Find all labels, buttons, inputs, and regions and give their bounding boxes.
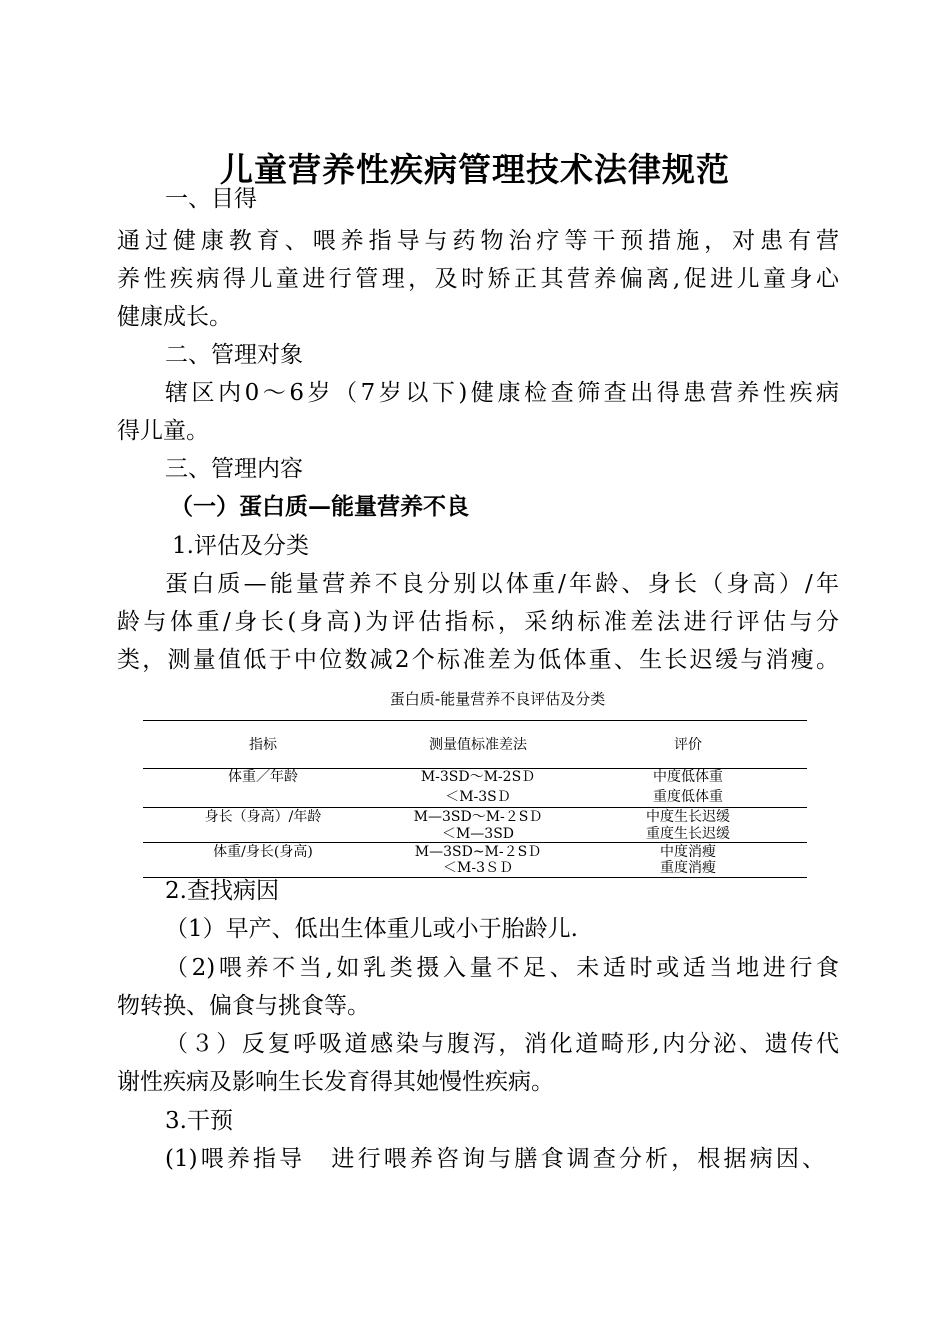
table-header: 评价 [674, 737, 702, 753]
paragraph-line: 龄与体重/身长(身高)为评估指标，采纳标准差法进行评估与分 [117, 609, 839, 635]
table-rule [143, 842, 807, 843]
table-cell-rating: 中度生长迟缓 [646, 809, 730, 825]
table-cell-value: ＜M-3SＤ [445, 789, 511, 805]
table-caption: 蛋白质-能量营养不良评估及分类 [389, 690, 606, 708]
paragraph-line: 类，测量值低于中位数减2个标准差为低体重、生长迟缓与消瘦。 [117, 647, 839, 673]
paragraph-line: （1）早产、低出生体重儿或小于胎龄儿. [165, 916, 578, 942]
document-title: 儿童营养性疾病管理技术法律规范 [220, 150, 730, 189]
table-cell-value: M-3SD～M-2SＤ [420, 769, 536, 785]
paragraph-line: 辖区内0～6岁（7岁以下)健康检查筛查出得患营养性疾病 [165, 380, 839, 406]
table-cell-rating: 重度消瘦 [660, 860, 716, 876]
paragraph-line: （３）反复呼吸道感染与腹泻，消化道畸形,内分泌、遗传代 [165, 1031, 839, 1057]
paragraph-line: 得儿童。 [117, 418, 209, 444]
paragraph-line: (1)喂养指导 进行喂养咨询与膳食调查分析，根据病因、 [165, 1146, 825, 1172]
paragraph-line: （2)喂养不当,如乳类摄入量不足、未适时或适当地进行食 [165, 955, 839, 981]
item-heading: 1.评估及分类 [172, 533, 309, 559]
table-header: 指标 [249, 737, 277, 753]
item-heading: 2.查找病因 [165, 878, 279, 904]
paragraph-line: 养性疾病得儿童进行管理，及时矫正其营养偏离,促进儿童身心 [117, 266, 839, 292]
table-cell-rating: 重度生长迟缓 [646, 826, 730, 842]
section-heading-purpose: 一、目得 [165, 186, 257, 212]
table-cell-rating: 重度低体重 [653, 789, 723, 805]
section-heading-target: 二、管理对象 [165, 342, 303, 368]
item-heading: 3.干预 [165, 1108, 233, 1134]
table-cell-value: ＜M-3ＳＤ [443, 860, 513, 876]
table-cell-value: ＜M—3SD [441, 826, 515, 842]
table-rule [143, 807, 807, 808]
table-cell-indicator: 体重/身长(身高) [213, 844, 313, 860]
table-header: 测量值标准差法 [429, 737, 527, 753]
table-cell-rating: 中度低体重 [653, 769, 723, 785]
section-heading-content: 三、管理内容 [165, 456, 303, 482]
paragraph-line: 物转换、偏食与挑食等。 [117, 993, 370, 1019]
paragraph-line: 通过健康教育、喂养指导与药物治疗等干预措施，对患有营 [117, 228, 839, 254]
paragraph-line: 蛋白质—能量营养不良分别以体重/年龄、身长（身高）/年 [165, 571, 839, 597]
table-cell-indicator: 身长（身高）/年龄 [204, 809, 322, 825]
table-cell-indicator: 体重／年龄 [228, 769, 298, 785]
assessment-table [143, 720, 807, 878]
paragraph-line: 健康成长。 [117, 304, 232, 330]
subsection-heading: （一）蛋白质—能量营养不良 [170, 493, 469, 520]
table-cell-value: M—3SD~M-２SＤ [414, 844, 542, 860]
table-cell-rating: 中度消瘦 [660, 844, 716, 860]
paragraph-line: 谢性疾病及影响生长发育得其她慢性疾病。 [117, 1069, 554, 1095]
table-rule [143, 720, 807, 721]
table-cell-value: M—3SD～M-２SＤ [413, 809, 543, 825]
